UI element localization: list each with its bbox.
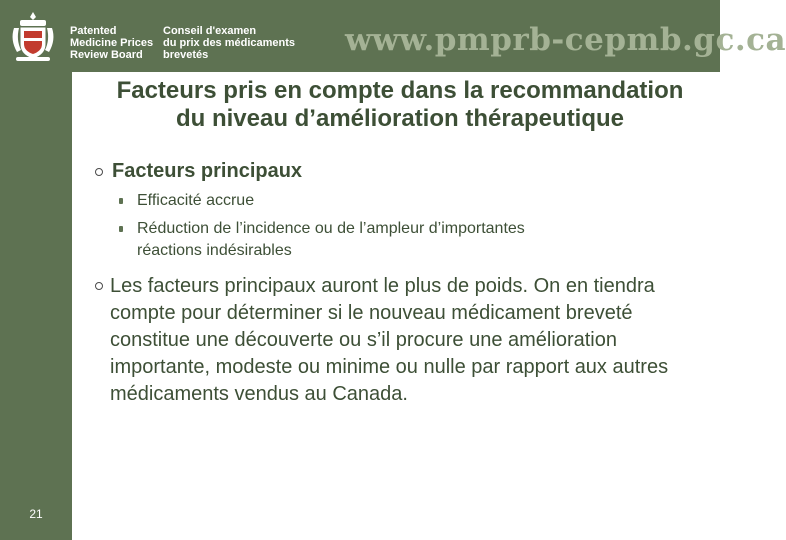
- org-en-line: Patented: [70, 25, 117, 37]
- org-fr-line: Conseil d'examen: [163, 25, 257, 37]
- org-en-line: Medicine Prices: [70, 37, 154, 49]
- sub-bullet-efficacy: Efficacité accrue: [137, 192, 255, 209]
- sub-bullet-icon: [119, 198, 123, 204]
- sub-bullet-icon: [119, 226, 123, 232]
- sub-bullet-adverse-reactions: Réduction de l’incidence ou de l’ampleur d’importantes: [137, 220, 525, 237]
- left-sidebar: [0, 72, 72, 540]
- sub-bullet-adverse-reactions-cont: réactions indésirables: [137, 242, 292, 259]
- org-fr-line: brevetés: [163, 49, 209, 61]
- canada-coat-of-arms-icon: [8, 8, 58, 64]
- org-en-line: Review Board: [70, 49, 143, 61]
- header-bar: [0, 0, 786, 72]
- website-url: www.pmprb-cepmb.gc.ca: [345, 22, 786, 58]
- org-fr-line: du prix des médicaments: [163, 37, 296, 49]
- slide-number: 21: [29, 507, 43, 521]
- bullet-icon: [95, 168, 103, 176]
- bullet-weighting-paragraph: Les facteurs principaux auront le plus de poids. On en tiendra compte pour déterminer si le nouveau médicament breveté constitue une découverte ou s’il procure une amélioration importante, modeste ou minime ou nulle par rapport aux autres médicaments vendus au Canada.: [110, 275, 669, 405]
- slide-title: Facteurs pris en compte dans la recommandation du niveau d’amélioration thérapeutique: [116, 77, 684, 132]
- bullet-icon: [95, 282, 103, 290]
- board-name-english: [70, 25, 153, 61]
- bullet-main-factors: Facteurs principaux: [112, 160, 303, 182]
- board-name-french: [163, 25, 295, 61]
